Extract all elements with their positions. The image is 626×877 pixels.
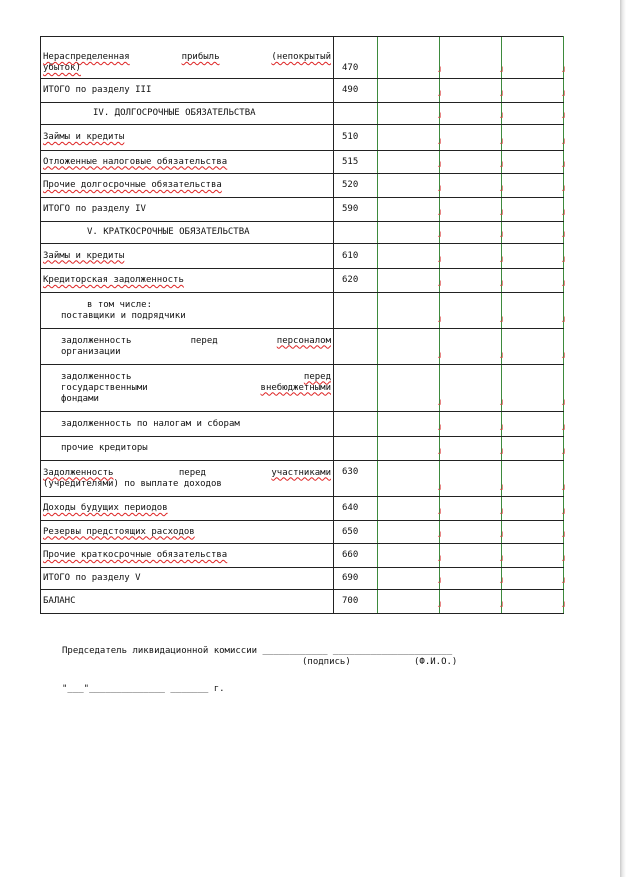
row-name: прочие кредиторы [41,437,334,461]
value-cell[interactable]: ┘ [440,461,502,497]
value-cell[interactable]: ┘ [378,151,440,174]
row-name: Отложенные налоговые обязательства [41,151,334,174]
value-cell[interactable]: ┘ [440,590,502,614]
row-name: Кредиторская задолженность [41,269,334,293]
value-cell[interactable]: ┘ [378,497,440,521]
value-cell[interactable]: ┘ [440,544,502,568]
table-row-640 [41,497,564,521]
value-cell[interactable]: ┘ [502,590,564,614]
value-cell[interactable]: ┘ [502,125,564,151]
table-row-funds [41,365,564,412]
value-cell[interactable]: ┘ [378,461,440,497]
row-code: 700 [334,590,378,614]
value-cell[interactable]: ┘ [378,79,440,103]
value-cell[interactable]: ┘ [440,151,502,174]
page-edge [620,0,626,877]
value-cell[interactable]: ┘ [440,365,502,412]
row-name: Займы и кредиты [41,244,334,269]
section-header-5: V. КРАТКОСРОЧНЫЕ ОБЯЗАТЕЛЬСТВА ┘ ┘ ┘ [41,222,564,244]
value-cell[interactable]: ┘ [502,269,564,293]
value-cell[interactable]: ┘ [502,151,564,174]
row-code: 640 [334,497,378,521]
row-code [334,365,378,412]
table-row-515 [41,151,564,174]
table-row-other [41,437,564,461]
table-row-590 [41,198,564,222]
section-title: IV. ДОЛГОСРОЧНЫЕ ОБЯЗАТЕЛЬСТВА [41,103,334,125]
value-cell[interactable]: ┘ [502,79,564,103]
value-cell[interactable]: ┘ [502,329,564,365]
value-cell[interactable]: ┘ [378,412,440,437]
value-cell[interactable]: ┘ [440,269,502,293]
value-cell[interactable]: ┘ [502,544,564,568]
value-cell[interactable]: ┘ [440,568,502,590]
row-code: 620 [334,269,378,293]
table-row-470 [41,37,564,79]
value-cell[interactable]: ┘ [378,244,440,269]
value-cell[interactable]: ┘ [502,412,564,437]
table-row-including [41,293,564,329]
value-cell[interactable]: ┘ [378,568,440,590]
value-cell[interactable]: ┘ [502,568,564,590]
row-name: Нераспределенная прибыль (непокрытый убыток) [41,37,334,79]
value-cell[interactable]: ┘ [440,521,502,544]
row-code: 515 [334,151,378,174]
row-code: 590 [334,198,378,222]
value-cell[interactable]: ┘ [502,497,564,521]
value-cell[interactable]: ┘ [378,329,440,365]
row-code: 650 [334,521,378,544]
row-name: ИТОГО по разделу V [41,568,334,590]
table-row-650 [41,521,564,544]
signature-caption: (подпись) [302,657,351,667]
row-code: 610 [334,244,378,269]
row-name: в том числе: поставщики и подрядчики [41,293,334,329]
row-code: 490 [334,79,378,103]
value-cell[interactable]: ┘ [502,461,564,497]
table-row-660 [41,544,564,568]
value-cell[interactable]: ┘ [440,293,502,329]
row-name: ИТОГО по разделу IV [41,198,334,222]
name-caption: (Ф.И.О.) [414,657,458,667]
table-row-630 [41,461,564,497]
value-cell[interactable]: ┘ [440,437,502,461]
value-cell[interactable]: ┘ [440,125,502,151]
row-name: БАЛАНС [41,590,334,614]
value-cell[interactable]: ┘ [378,198,440,222]
value-cell[interactable]: ┘ [502,198,564,222]
value-cell[interactable]: ┘ [502,174,564,198]
row-code [334,412,378,437]
value-cell[interactable]: ┘ [502,37,564,79]
value-cell[interactable]: ┘ [440,198,502,222]
value-cell[interactable]: ┘ [378,437,440,461]
table-row-700 [41,590,564,614]
value-cell[interactable]: ┘ [440,79,502,103]
row-name: задолженность перед персоналом организации [41,329,334,365]
value-cell[interactable]: ┘ [378,269,440,293]
row-code: 630 [334,461,378,497]
row-name: задолженность перед государственными внебюджетными фондами [41,365,334,412]
value-cell[interactable]: ┘ [378,125,440,151]
value-cell[interactable]: ┘ [502,244,564,269]
row-name: Прочие краткосрочные обязательства [41,544,334,568]
value-cell[interactable]: ┘ [378,521,440,544]
row-name: Займы и кредиты [41,125,334,151]
value-cell[interactable]: ┘ [378,293,440,329]
row-code [334,293,378,329]
row-name: Резервы предстоящих расходов [41,521,334,544]
date-line[interactable]: "___"______________ _______ г. [62,684,225,694]
row-name: Прочие долгосрочные обязательства [41,174,334,198]
table-row-610 [41,244,564,269]
row-code: 520 [334,174,378,198]
value-cell[interactable]: ┘ [378,365,440,412]
row-code [334,329,378,365]
table-row-personnel [41,329,564,365]
section-header-4: IV. ДОЛГОСРОЧНЫЕ ОБЯЗАТЕЛЬСТВА ┘ ┘ ┘ [41,103,564,125]
value-cell[interactable]: ┘ [502,365,564,412]
value-cell[interactable]: ┘ [502,293,564,329]
row-name: Задолженность перед участниками (учредителями) по выплате доходов [41,461,334,497]
row-name: задолженность по налогам и сборам [41,412,334,437]
value-cell[interactable]: ┘ [502,521,564,544]
value-cell[interactable]: ┘ [440,329,502,365]
table-row-690 [41,568,564,590]
value-cell[interactable]: ┘ [440,497,502,521]
row-code: 660 [334,544,378,568]
value-cell[interactable]: ┘ [440,412,502,437]
table-row-620 [41,269,564,293]
table-row-520 [41,174,564,198]
row-code [334,437,378,461]
value-cell[interactable]: ┘ [378,174,440,198]
table-row-510 [41,125,564,151]
value-cell[interactable]: ┘ [378,590,440,614]
section-title: V. КРАТКОСРОЧНЫЕ ОБЯЗАТЕЛЬСТВА [41,222,334,244]
row-name: ИТОГО по разделу III [41,79,334,103]
row-name: Доходы будущих периодов [41,497,334,521]
value-cell[interactable]: ┘ [440,174,502,198]
table-row-taxes [41,412,564,437]
row-code: 690 [334,568,378,590]
value-cell[interactable]: ┘ [378,37,440,79]
value-cell[interactable]: ┘ [440,37,502,79]
row-code: 470 [334,37,378,79]
chairman-signature-line[interactable]: Председатель ликвидационной комиссии ____________ ______________________ [62,646,453,656]
table-row-490 [41,79,564,103]
value-cell[interactable]: ┘ [440,244,502,269]
balance-table [40,36,567,614]
value-cell[interactable]: ┘ [502,437,564,461]
value-cell[interactable]: ┘ [378,544,440,568]
row-code: 510 [334,125,378,151]
